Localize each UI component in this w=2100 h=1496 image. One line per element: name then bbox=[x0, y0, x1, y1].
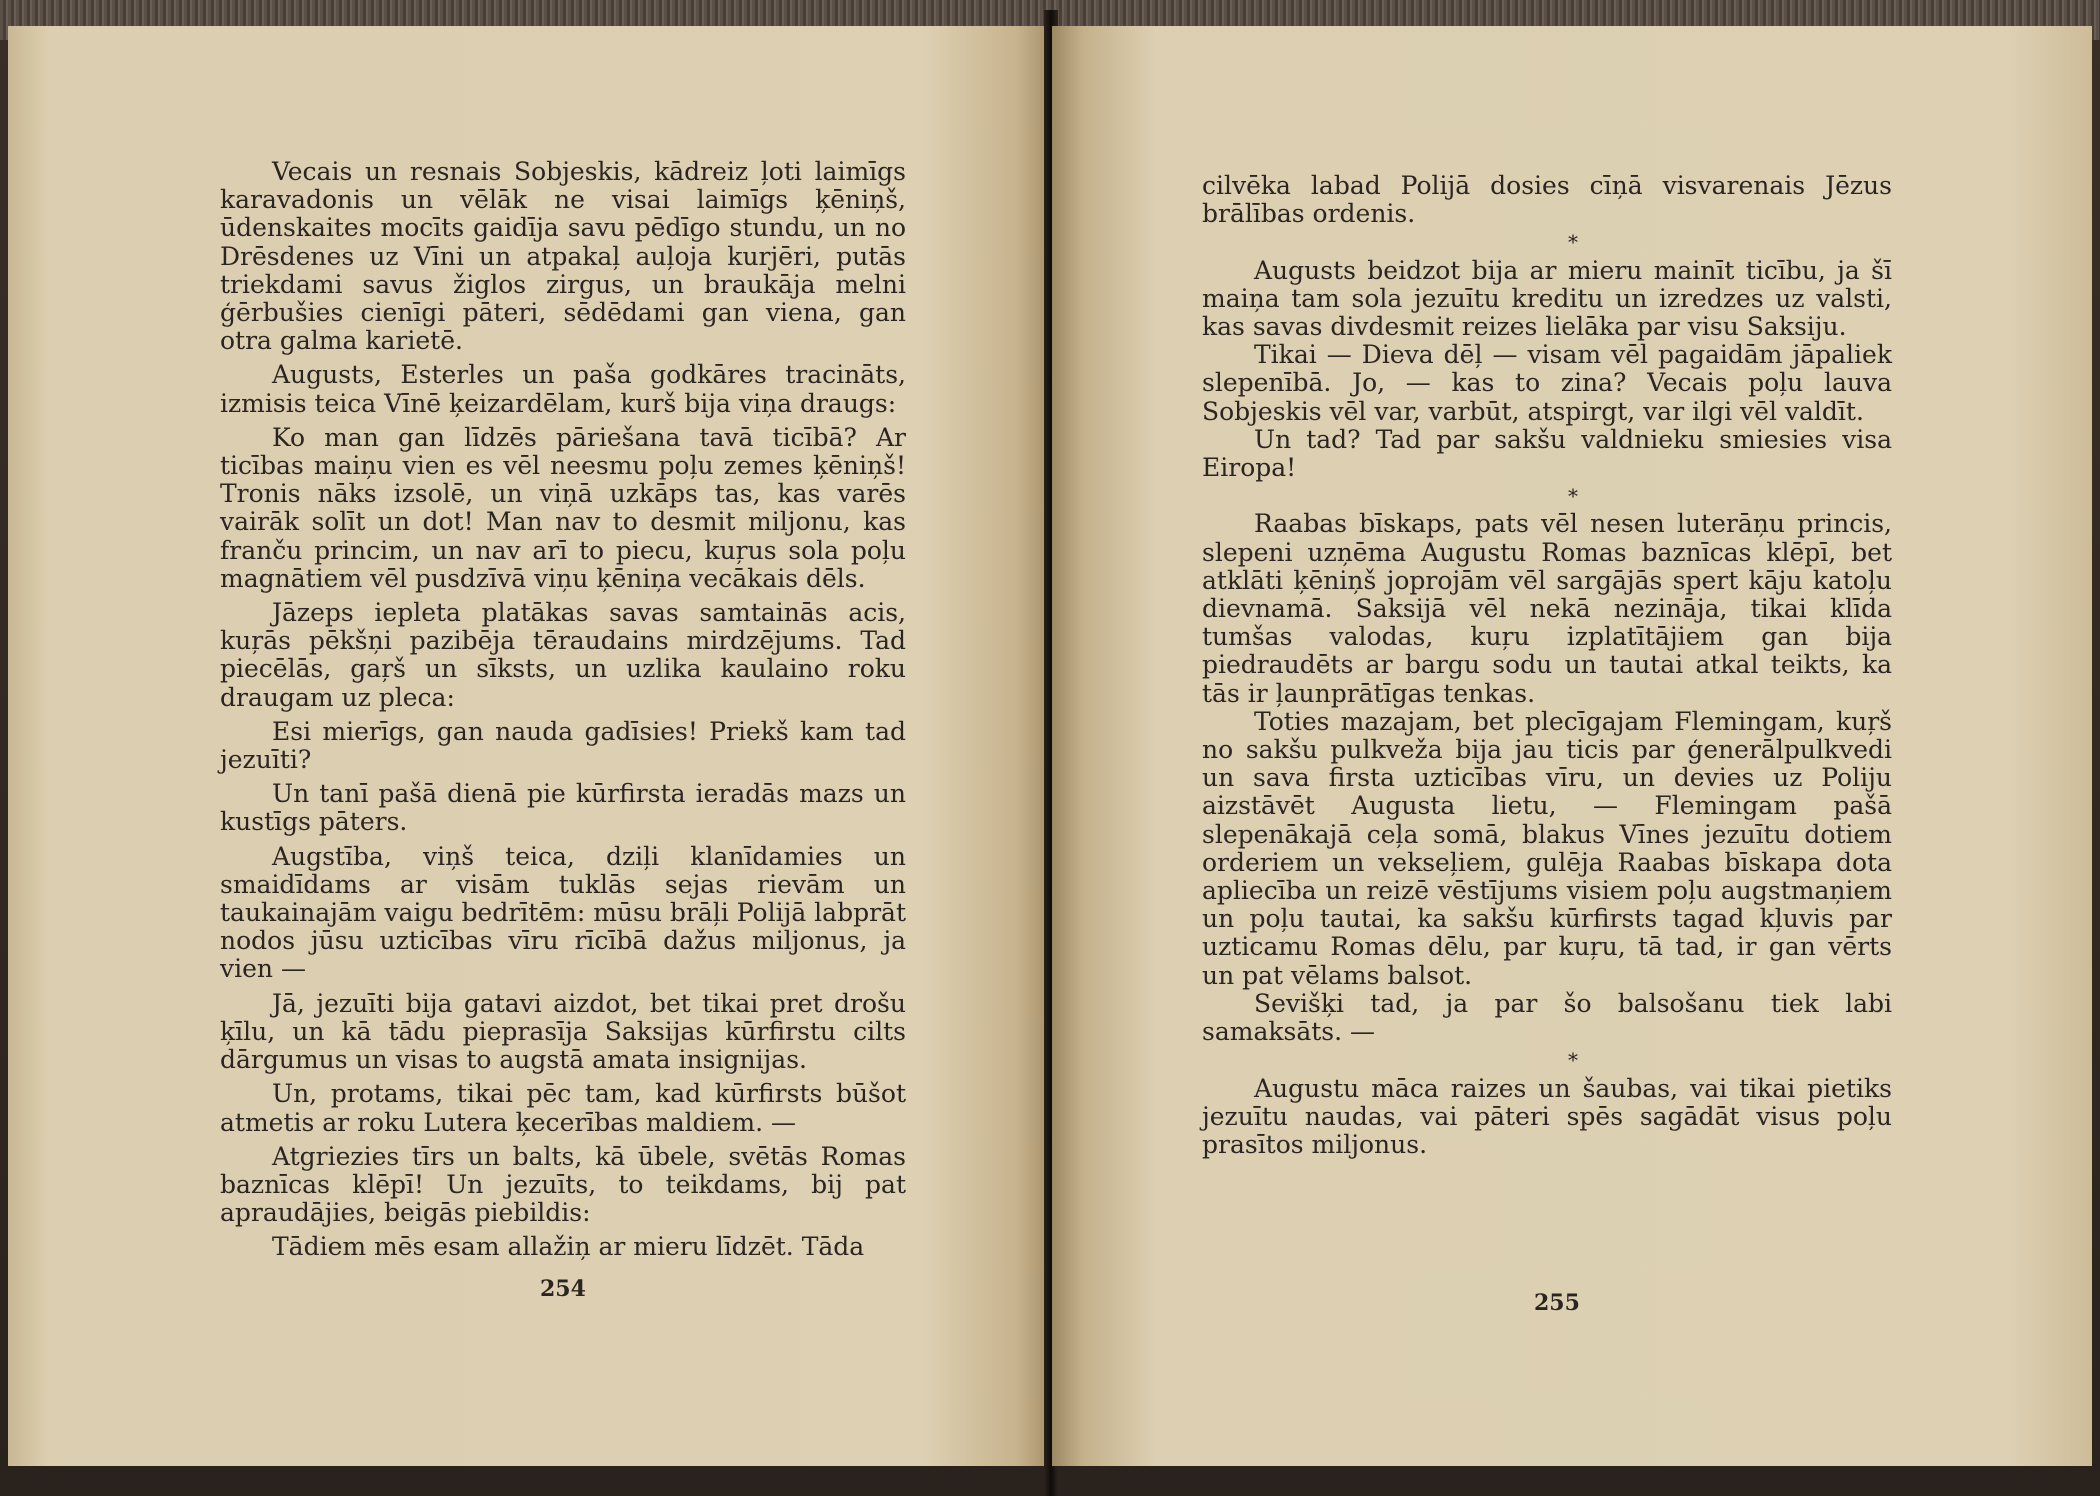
paragraph: Raabas bīskaps, pats vēl nesen luterāņu princis, slepeni uzņēma Augustu Romas baznīcas klēpī, bet atklāti ķēniņš joprojām vēl sargājās spert kāju katoļu dievnamā. Saksijā vēl nekā nezināja, tikai klīda tumšas valodas, kuŗu izplatītājiem gan bija piedraudēts ar bargu sodu un tautai atkal teikts, ka tās ir ļaunprātīgas tenkas. bbox=[1202, 509, 1892, 708]
paragraph: Ko man gan līdzēs pāriešana tavā ticībā? Ar ticības maiņu vien es vēl neesmu poļu zemes ķēniņš! Tronis nāks izsolē, un viņā uzkāps tas, kas varēs vairāk solīt un dot! Man nav to desmit miljonu, kas franču princim, un nav arī to piecu, kuŗus sola poļu magnātiem vēl pusdzīvā viņu ķēniņa vecākais dēls. bbox=[220, 422, 906, 593]
page-number: 255 bbox=[1534, 1290, 1580, 1316]
right-page-text bbox=[1202, 172, 1892, 1159]
paragraph: Tādiem mēs esam allažiņ ar mieru līdzēt. Tāda bbox=[272, 1232, 865, 1262]
paragraph: Tikai — Dieva dēļ — visam vēl pagaidām jāpaliek slepenībā. Jo, — kas to zina? Vecais poļu lauva Sobjeskis vēl var, varbūt, atspirgt, var ilgi vēl valdīt. bbox=[1202, 340, 1892, 426]
section-separator: * bbox=[1568, 230, 1578, 255]
paragraph: Augstība, viņš teica, dziļi klanīdamies un smaidīdams ar visām tuklās sejas rievām un taukainajām vaigu bedrītēm: mūsu brāļi Polijā labprāt nodos jūsu uzticības vīru rīcībā dažus miljonus, ja vien — bbox=[220, 841, 906, 984]
paragraph: Esi mierīgs, gan nauda gadīsies! Priekš kam tad jezuīti? bbox=[220, 716, 906, 775]
paragraph: Jā, jezuīti bija gatavi aizdot, bet tikai pret drošu ķīlu, un kā tādu pieprasīja Saksijas kūrfirstu cilts dārgumus un visas to augstā amata insignijas. bbox=[220, 988, 906, 1075]
paragraph: Vecais un resnais Sobjeskis, kādreiz ļoti laimīgs karavadonis un vēlāk ne visai laimīgs ķēniņš, ūdenskaites mocīts gaidīja savu pēdīgo stundu, un no Drēsdenes uz Vīni un atpakaļ auļoja kurjēri, putās triekdami savus žiglos zirgus, un braukāja melni ģērbušies cienīgi pāteri, sēdēdami gan viena, gan otra galma karietē. bbox=[220, 157, 906, 356]
section-separator: * bbox=[1568, 484, 1578, 509]
paragraph: Sevišķi tad, ja par šo balsošanu tiek labi samaksāts. — bbox=[1202, 988, 1892, 1047]
paragraph: cilvēka labad Polijā dosies cīņā visvarenais Jēzus brālības ordenis. bbox=[1202, 171, 1892, 229]
page-number: 254 bbox=[540, 1276, 586, 1302]
paragraph: Jāzeps iepleta platākas savas samtainās acis, kuŗās pēkšņi pazibēja tēraudains mirdzējums. Tad piecēlās, gaŗš un sīksts, un uzlika kaulaino roku draugam uz pleca: bbox=[220, 598, 906, 712]
paragraph: Augusts beidzot bija ar mieru mainīt ticību, ja šī maiņa tam sola jezuītu kreditu un izredzes uz valsti, kas savas divdesmit reizes lielāka par visu Saksiju. bbox=[1202, 255, 1892, 342]
paragraph: Un, protams, tikai pēc tam, kad kūrfirsts būšot atmetis ar roku Lutera ķecerības maldiem. — bbox=[220, 1079, 906, 1137]
right-page bbox=[1052, 26, 2092, 1466]
paragraph: Atgriezies tīrs un balts, kā ūbele, svētās Romas baznīcas klēpī! Un jezuīts, to teikdams, bij pat apraudājies, beigās piebildis: bbox=[220, 1141, 906, 1228]
left-page bbox=[8, 26, 1048, 1466]
paragraph: Un tanī pašā dienā pie kūrfirsta ieradās mazs un kustīgs pāters. bbox=[220, 779, 906, 837]
section-separator: * bbox=[1568, 1048, 1578, 1073]
paragraph: Augusts, Esterles un paša godkāres tracināts, izmisis teica Vīnē ķeizardēlam, kurš bija viņa draugs: bbox=[220, 360, 906, 418]
paragraph: Augustu māca raizes un šaubas, vai tikai pietiks jezuītu naudas, vai pāteri spēs sagādāt visus poļu prasītos miljonus. bbox=[1202, 1073, 1892, 1159]
paragraph: Toties mazajam, bet plecīgajam Flemingam, kuŗš no sakšu pulkveža bija jau ticis par ģenerālpulkvedi un sava firsta uzticības vīru, un devies uz Poliju aizstāvēt Augusta lietu, — Flemingam pašā slepenākajā ceļa somā, blakus Vīnes jezuītu dotiem orderiem un vekseļiem, gulēja Raabas bīskapa dota apliecība un reizē vēstījums visiem poļu augstmaņiem un poļu tautai, ka sakšu kūrfirsts tagad kļuvis par uzticamu Romas dēlu, par kuŗu, tā tad, ir gan vērts un pat vēlams balsot. bbox=[1202, 706, 1892, 990]
left-page-text bbox=[220, 158, 906, 1262]
paragraph: Un tad? Tad par sakšu valdnieku smiesies visa Eiropa! bbox=[1202, 424, 1892, 483]
